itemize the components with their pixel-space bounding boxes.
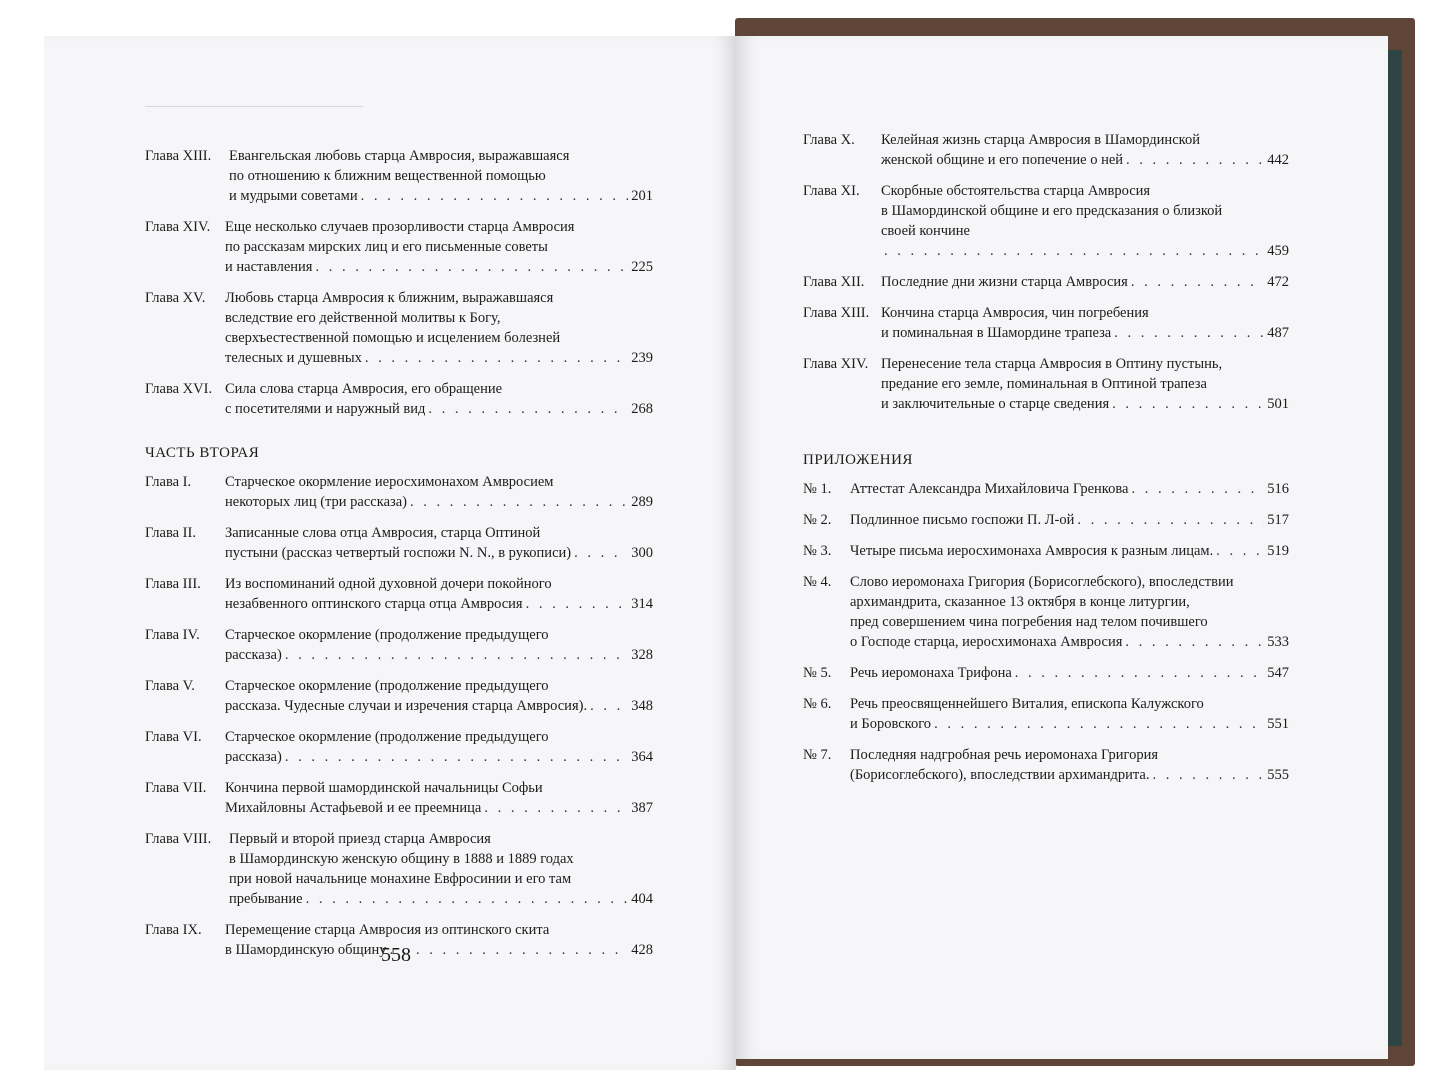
page-ref: 547 — [1267, 665, 1289, 681]
title-last-line — [881, 394, 1289, 414]
title-line: Старческое окормление (продолжение предыдущего — [225, 729, 549, 745]
chapter-label: Глава III. — [145, 576, 201, 592]
title-line: Записанные слова отца Амвросия, старца Оптиной — [225, 525, 541, 541]
chapter-label: Глава VI. — [145, 729, 202, 745]
chapter-label: Глава XV. — [145, 290, 206, 306]
toc-entry — [145, 574, 653, 614]
chapter-title — [229, 146, 653, 206]
chapter-title — [225, 778, 653, 818]
toc-entry — [145, 146, 653, 206]
title-last-line — [881, 241, 1289, 261]
chapter-label: № 2. — [803, 512, 832, 528]
toc-entry — [145, 379, 653, 419]
chapter-label: Глава XVI. — [145, 381, 213, 397]
page-ref: 533 — [1267, 634, 1289, 650]
chapter-label: № 5. — [803, 665, 832, 681]
title-line: некоторых лиц (три рассказа) — [225, 494, 407, 510]
toc-appendix-entries — [803, 479, 1289, 785]
toc-entry — [803, 272, 1289, 292]
chapter-title — [850, 541, 1289, 561]
leader-dots — [315, 257, 628, 277]
toc-entry — [803, 510, 1289, 530]
toc-left — [145, 146, 653, 971]
toc-entry — [145, 676, 653, 716]
leader-dots — [389, 940, 628, 960]
page-ref: 328 — [631, 647, 653, 663]
toc-entry — [803, 694, 1289, 734]
toc-entry — [145, 472, 653, 512]
leader-dots — [1112, 394, 1264, 414]
title-last-line — [850, 765, 1289, 785]
toc-right-entries — [803, 130, 1289, 414]
title-last-line — [850, 663, 1289, 683]
chapter-label: Глава IX. — [145, 922, 202, 938]
chapter-label: Глава XIV. — [145, 219, 211, 235]
title-line: пребывание — [229, 891, 303, 907]
toc-entry — [145, 625, 653, 665]
chapter-title — [850, 479, 1289, 499]
title-line: Из воспоминаний одной духовной дочери покойного — [225, 576, 552, 592]
title-line: Старческое окормление (продолжение предыдущего — [225, 627, 549, 643]
chapter-title — [850, 572, 1289, 652]
chapter-label: Глава XIII. — [145, 148, 212, 164]
title-line: и мудрыми советами — [229, 188, 358, 204]
page-ref: 517 — [1267, 512, 1289, 528]
toc-part-two-entries — [145, 472, 653, 960]
title-line: архимандрита, сказанное 13 октября в конце литургии, — [850, 594, 1190, 610]
title-last-line — [850, 714, 1289, 734]
chapter-title — [850, 694, 1289, 734]
leader-dots — [285, 747, 628, 767]
toc-entry — [803, 745, 1289, 785]
page-ref: 519 — [1267, 543, 1289, 559]
chapter-label: Глава IV. — [145, 627, 200, 643]
title-line: Старческое окормление (продолжение предыдущего — [225, 678, 549, 694]
page-ref: 300 — [631, 545, 653, 561]
section-title-appendix: ПРИЛОЖЕНИЯ — [803, 452, 913, 468]
title-last-line — [850, 479, 1289, 499]
chapter-label: Глава VII. — [145, 780, 207, 796]
chapter-label: № 6. — [803, 696, 832, 712]
toc-right — [803, 130, 1289, 796]
title-last-line — [225, 257, 653, 277]
chapter-title — [225, 523, 653, 563]
title-last-line — [850, 541, 1289, 561]
leader-dots — [484, 798, 628, 818]
page-ref: 314 — [631, 596, 653, 612]
title-line: предание его земле, поминальная в Оптиной трапеза — [881, 376, 1207, 392]
title-last-line — [225, 348, 653, 368]
title-line: женской общине и его попечение о ней — [881, 152, 1124, 168]
page-number: 558 — [381, 944, 411, 966]
title-last-line — [225, 492, 653, 512]
title-last-line — [881, 323, 1289, 343]
leader-dots — [934, 714, 1264, 734]
page-ref: 268 — [631, 401, 653, 417]
toc-entry — [145, 288, 653, 368]
leader-dots — [590, 696, 628, 716]
toc-entry — [145, 727, 653, 767]
toc-entry — [145, 217, 653, 277]
title-last-line — [229, 889, 653, 909]
chapter-title — [881, 272, 1289, 292]
chapter-label: Глава XIII. — [803, 305, 870, 321]
toc-entry — [145, 523, 653, 563]
chapter-title — [881, 354, 1289, 414]
title-line: Старческое окормление иеросхимонахом Амвросием — [225, 474, 554, 490]
chapter-label: № 7. — [803, 747, 832, 763]
title-last-line — [881, 150, 1289, 170]
title-line: вследствие его действенной молитвы к Богу, — [225, 310, 501, 326]
chapter-title — [225, 727, 653, 767]
title-line: сверхъестественной помощью и исцелением болезней — [225, 330, 561, 346]
leader-dots — [574, 543, 628, 563]
page-ref: 472 — [1267, 274, 1289, 290]
page-ref: 459 — [1267, 243, 1289, 259]
chapter-label: Глава II. — [145, 525, 196, 541]
chapter-title — [225, 472, 653, 512]
chapter-title — [881, 181, 1289, 261]
chapter-title — [225, 574, 653, 614]
title-line: Сила слова старца Амвросия, его обращение — [225, 381, 503, 397]
chapter-title — [850, 745, 1289, 785]
title-line: рассказа. Чудесные случаи и изречения старца Амвросия). — [225, 698, 588, 714]
chapter-title — [881, 130, 1289, 170]
title-line: и заключительные о старце сведения — [881, 396, 1110, 412]
leader-dots — [1126, 150, 1264, 170]
leader-dots — [306, 889, 629, 909]
leader-dots — [1114, 323, 1264, 343]
title-line: и наставления — [225, 259, 313, 275]
chapter-title — [225, 288, 653, 368]
title-line: с посетителями и наружный вид — [225, 401, 426, 417]
page-ref: 201 — [631, 188, 653, 204]
title-line: Евангельская любовь старца Амвросия, выражавшаяся — [229, 148, 570, 164]
title-line: пустыни (рассказ четвертый госпожи N. N., в рукописи) — [225, 545, 572, 561]
title-last-line — [881, 272, 1289, 292]
chapter-label: № 4. — [803, 574, 832, 590]
title-last-line — [225, 645, 653, 665]
leader-dots — [1125, 632, 1264, 652]
title-line: Четыре письма иеросхимонаха Амвросия к разным лицам. — [850, 543, 1214, 559]
leader-dots — [884, 241, 1264, 261]
page-ref: 225 — [631, 259, 653, 275]
leader-dots — [410, 492, 628, 512]
page-ref: 404 — [631, 891, 653, 907]
chapter-title — [225, 920, 653, 960]
title-last-line — [225, 594, 653, 614]
title-line: о Господе старца, иеросхимонаха Амвросия — [850, 634, 1123, 650]
toc-entry — [145, 778, 653, 818]
page-ref: 348 — [631, 698, 653, 714]
page-ref: 428 — [631, 942, 653, 958]
chapter-label: № 1. — [803, 481, 832, 497]
chapter-label: Глава XIV. — [803, 356, 869, 372]
title-line: (Борисоглебского), впоследствии архимандрита. — [850, 767, 1150, 783]
chapter-label: № 3. — [803, 543, 832, 559]
chapter-title — [225, 217, 653, 277]
leader-dots — [1216, 541, 1264, 561]
title-line: Последние дни жизни старца Амвросия — [881, 274, 1128, 290]
page-ref: 555 — [1267, 767, 1289, 783]
toc-entry — [803, 181, 1289, 261]
page-ref: 364 — [631, 749, 653, 765]
title-line: рассказа) — [225, 647, 282, 663]
toc-entry — [145, 829, 653, 909]
title-line: и Боровского — [850, 716, 932, 732]
leader-dots — [361, 186, 629, 206]
title-line: Речь преосвященнейшего Виталия, епископа Калужского — [850, 696, 1204, 712]
chapter-title — [881, 303, 1289, 343]
chapter-title — [225, 625, 653, 665]
title-last-line — [225, 696, 653, 716]
toc-entry — [803, 303, 1289, 343]
leader-dots — [1152, 765, 1264, 785]
title-line: Скорбные обстоятельства старца Амвросия — [881, 183, 1151, 199]
title-line: по отношению к ближним вещественной помощью — [229, 168, 546, 184]
title-line: Кончина старца Амвросия, чин погребения — [881, 305, 1149, 321]
leader-dots — [1015, 663, 1264, 683]
title-line: пред совершением чина погребения над телом почившего — [850, 614, 1208, 630]
page-ref: 239 — [631, 350, 653, 366]
toc-entry — [803, 663, 1289, 683]
title-last-line — [225, 543, 653, 563]
chapter-label: Глава VIII. — [145, 831, 212, 847]
title-line: телесных и душевных — [225, 350, 362, 366]
title-line: незабвенного оптинского старца отца Амвросия — [225, 596, 523, 612]
title-last-line — [850, 510, 1289, 530]
page-ref: 387 — [631, 800, 653, 816]
title-line: и поминальная в Шамордине трапеза — [881, 325, 1112, 341]
leader-dots — [526, 594, 629, 614]
title-last-line — [850, 632, 1289, 652]
chapter-title — [850, 663, 1289, 683]
leader-dots — [1131, 272, 1264, 292]
title-line: рассказа) — [225, 749, 282, 765]
title-line: Еще несколько случаев прозорливости старца Амвросия — [225, 219, 575, 235]
chapter-title — [225, 379, 653, 419]
title-line: при новой начальнице монахине Евфросинии и его там — [229, 871, 572, 887]
page-ref: 487 — [1267, 325, 1289, 341]
title-line: в Шамординскую общину — [225, 942, 387, 958]
toc-entry — [803, 130, 1289, 170]
title-last-line — [229, 186, 653, 206]
chapter-title — [225, 676, 653, 716]
toc-entry — [803, 354, 1289, 414]
title-line: своей кончине — [881, 223, 970, 239]
toc-entry — [803, 479, 1289, 499]
title-line: Подлинное письмо госпожи П. Л-ой — [850, 512, 1075, 528]
title-last-line — [225, 940, 653, 960]
chapter-label: Глава X. — [803, 132, 855, 148]
header-rule — [145, 106, 363, 107]
title-last-line — [225, 399, 653, 419]
toc-entry — [803, 572, 1289, 652]
leader-dots — [428, 399, 628, 419]
page-ref: 442 — [1267, 152, 1289, 168]
chapter-label: Глава V. — [145, 678, 195, 694]
leader-dots — [1131, 479, 1264, 499]
chapter-label: Глава XII. — [803, 274, 865, 290]
title-line: Аттестат Александра Михайловича Гренкова — [850, 481, 1129, 497]
chapter-label: Глава XI. — [803, 183, 860, 199]
leader-dots — [285, 645, 628, 665]
title-last-line — [225, 798, 653, 818]
section-title-part-two: ЧАСТЬ ВТОРАЯ — [145, 445, 260, 461]
title-line: Келейная жизнь старца Амвросия в Шамординской — [881, 132, 1200, 148]
title-line: Перемещение старца Амвросия из оптинского скита — [225, 922, 550, 938]
chapter-title — [850, 510, 1289, 530]
title-line: Последняя надгробная речь иеромонаха Григория — [850, 747, 1158, 763]
chapter-label: Глава I. — [145, 474, 192, 490]
title-line: Кончина первой шамординской начальницы Софьи — [225, 780, 543, 796]
leader-dots — [1077, 510, 1264, 530]
title-line: по рассказам мирских лиц и его письменные советы — [225, 239, 548, 255]
title-line: Михайловны Астафьевой и ее преемница — [225, 800, 482, 816]
chapter-title — [229, 829, 653, 909]
title-line: Перенесение тела старца Амвросия в Оптину пустынь, — [881, 356, 1223, 372]
title-line: в Шамординской общине и его предсказания о близкой — [881, 203, 1223, 219]
title-line: Первый и второй приезд старца Амвросия — [229, 831, 491, 847]
title-line: Речь иеромонаха Трифона — [850, 665, 1012, 681]
title-line: в Шамординскую женскую общину в 1888 и 1889 годах — [229, 851, 574, 867]
page-ref: 289 — [631, 494, 653, 510]
page-ref: 516 — [1267, 481, 1289, 497]
title-line: Слово иеромонаха Григория (Борисоглебского), впоследствии — [850, 574, 1234, 590]
toc-left-entries — [145, 146, 653, 419]
title-last-line — [225, 747, 653, 767]
toc-entry — [803, 541, 1289, 561]
cover-edge — [1388, 50, 1402, 1046]
page-ref: 501 — [1267, 396, 1289, 412]
page-ref: 551 — [1267, 716, 1289, 732]
title-line: Любовь старца Амвросия к ближним, выражавшаяся — [225, 290, 554, 306]
leader-dots — [365, 348, 628, 368]
